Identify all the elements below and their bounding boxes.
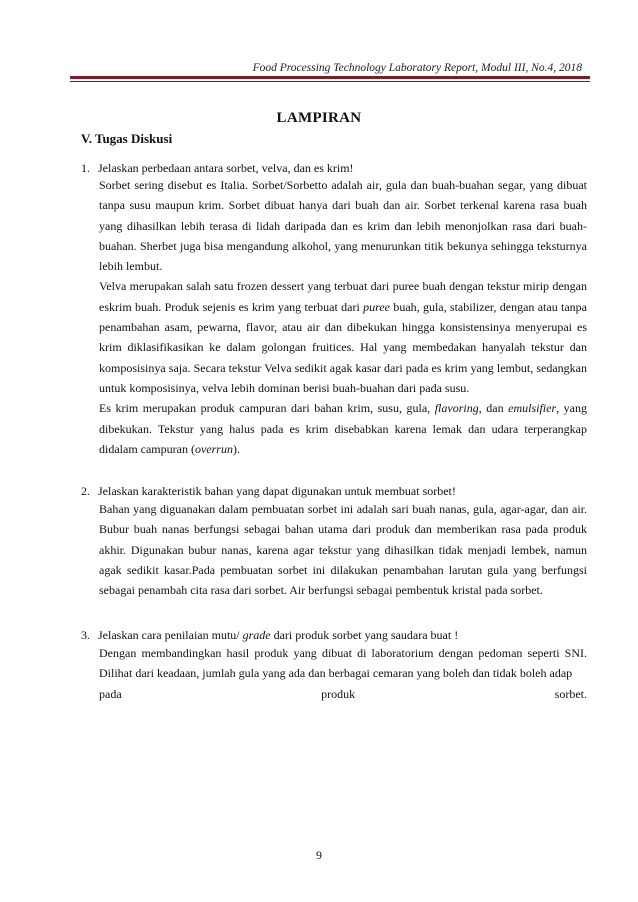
answer-paragraph: Es krim merupakan produk campuran dari bahan krim, susu, gula, flavoring, dan emulsifier, yang dibekukan. Tekstur yang halus pada es krim disebabkan karena lemak dan udara terperangkap didalam campuran (overrun). — [99, 401, 588, 456]
question-text: Jelaskan cara penilaian mutu/ grade dari produk sorbet yang saudara buat ! — [98, 628, 459, 642]
question-text: Jelaskan perbedaan antara sorbet, velva, dan es krim! — [98, 161, 354, 175]
question-number: 2. — [81, 484, 90, 498]
answer-3 — [99, 643, 587, 704]
answer-paragraph: Bahan yang diguanakan dalam pembuatan sorbet ini adalah sari buah nanas, gula, agar-agar, dan air. Bubur buah nanas berfungsi sebagai bahan utama dari produk dan memberikan rasa pada produk akhir. Digunakan bubur nanas, karena agar tekstur yang dihasilkan tidak menjadi lembek, namun agak sedikit kasar.Pada pembuatan sorbet ini dilakukan penambahan larutan gula yang berfungsi sebagai penambah cita rasa dari sorbet. Air berfungsi sebagai pembentuk kristal pada sorbet. — [99, 502, 587, 598]
section-heading: V. Tugas Diskusi — [81, 131, 173, 146]
answer-paragraph: Dengan membandingkan hasil produk yang dibuat di laboratorium dengan pedoman seperti SNI. Dilihat dari keadaan, jumlah gula yang ada dan berbagai cemaran yang boleh dan tidak boleh adap — [99, 646, 587, 681]
page-number: 9 — [316, 848, 322, 862]
answer-last-line: pada produk sorbet. — [99, 686, 587, 701]
answer-2 — [99, 499, 587, 600]
header-rule-thin — [70, 81, 590, 82]
question-number: 3. — [81, 628, 90, 642]
answer-paragraph: Velva merupakan salah satu frozen dessert yang terbuat dari puree buah dengan tekstur mirip dengan eskrim buah. Produk sejenis es krim yang terbuat dari puree buah, gula, stabilizer, dengan atau tanpa penambahan asam, pewarna, flavor, atau air dan dibekukan hingga konsistensinya menyerupai es krim diklasifikasikan ke dalam golongan fruitices. Hal yang membedakan hanyalah tekstur dan komposisinya saja. Secara tekstur Velva sedikit agak kasar dari pada es krim yang lembut, sedangkan untuk komposisinya, velva lebih dominan berisi buah-buahan dari pada susu. — [99, 279, 587, 395]
page-title: LAMPIRAN — [276, 110, 362, 126]
question-number: 1. — [81, 161, 90, 175]
running-header: Food Processing Technology Laboratory Report, Modul III, No.4, 2018 — [252, 62, 582, 74]
question-text: Jelaskan karakteristik bahan yang dapat digunakan untuk membuat sorbet! — [98, 484, 456, 498]
answer-1 — [99, 175, 587, 459]
header-rule-thick — [70, 76, 590, 79]
answer-paragraph: Sorbet sering disebut es Italia. Sorbet/Sorbetto adalah air, gula dan buah-buahan segar, yang dibuat tanpa susu maupun krim. Sorbet dibuat hanya dari buah dan air. Sorbet terkenal karena rasa buah yang dihasilkan lebih terasa di lidah daripada dan es krim dan lebih menonjolkan rasa dari buah-buahan. Sherbet juga bisa mengandung alkohol, yang menurunkan titik bekunya sehingga teksturnya lebih lembut. — [99, 178, 587, 274]
